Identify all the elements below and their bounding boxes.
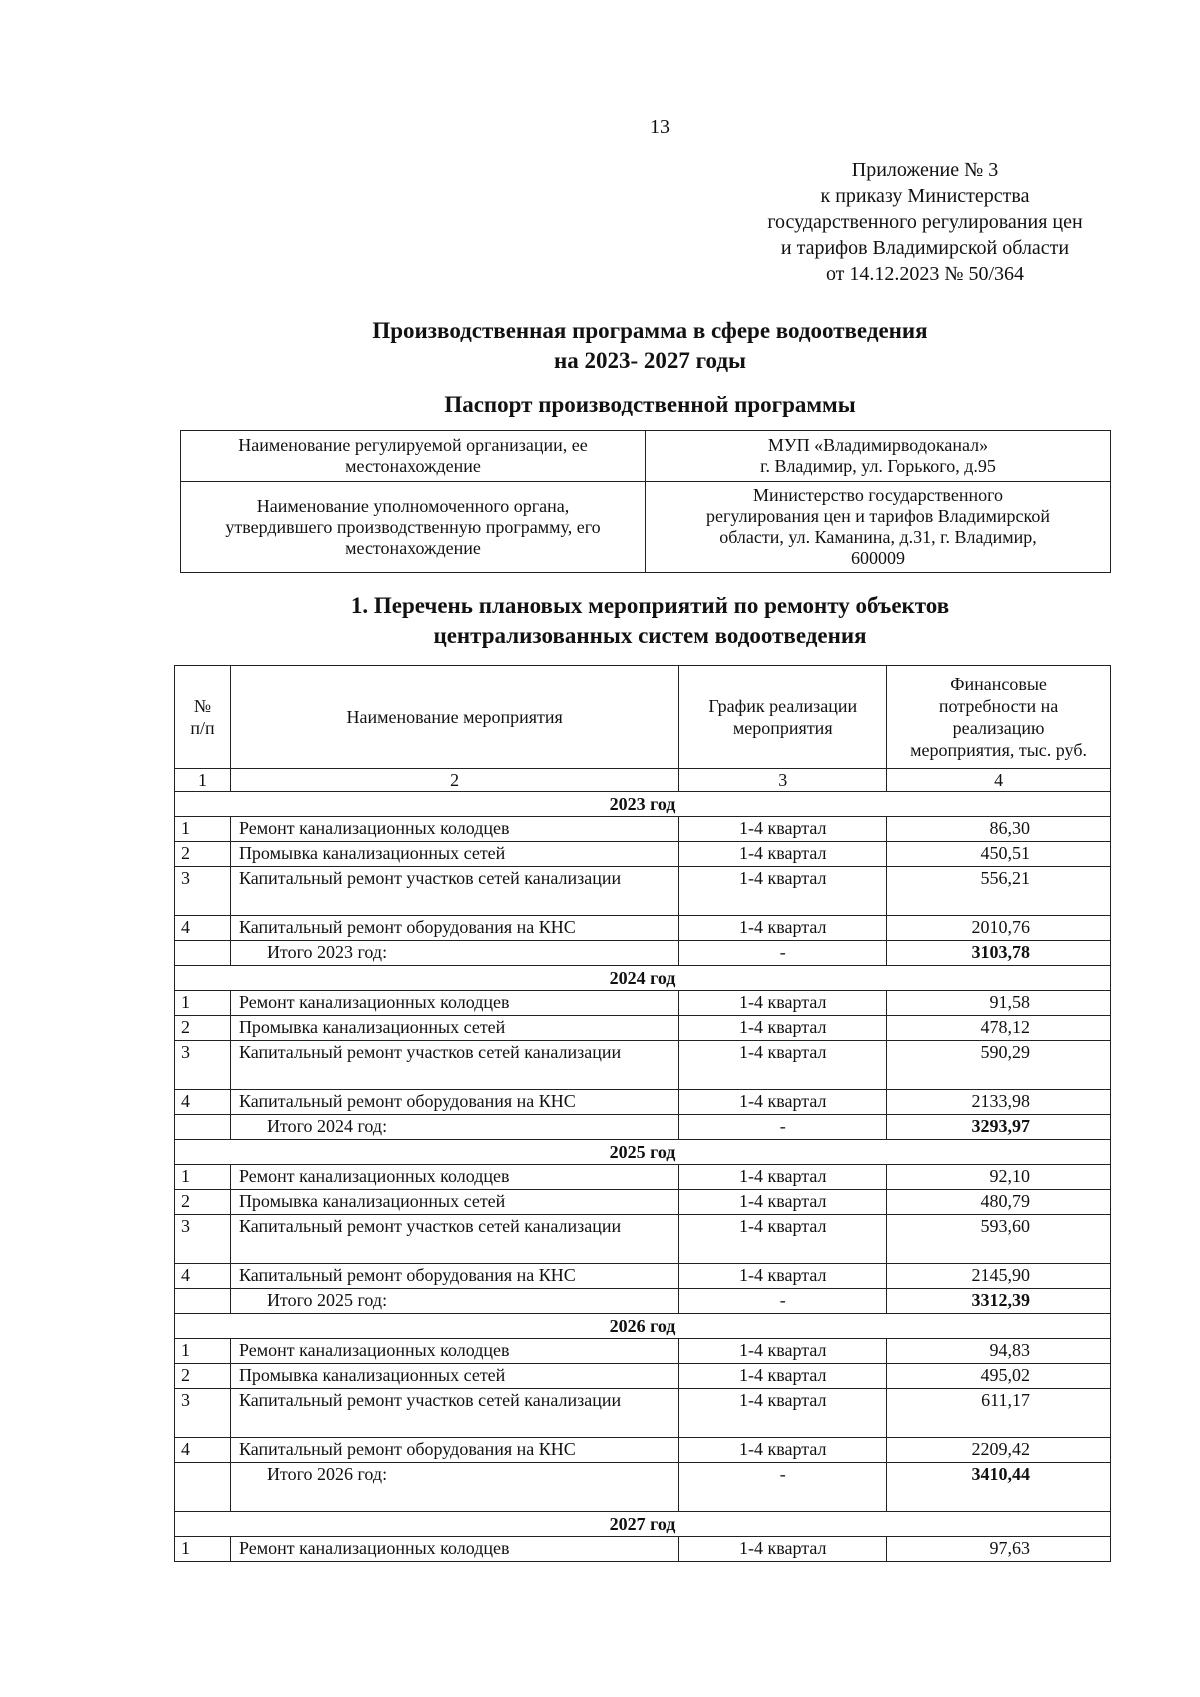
row-number: 3	[175, 1389, 231, 1438]
measure-schedule: 1-4 квартал	[679, 1339, 887, 1364]
table-row	[175, 1264, 1111, 1289]
passport-label-line: Наименование уполномоченного органа,	[256, 495, 570, 516]
passport-title: Паспорт производственной программы	[444, 392, 856, 417]
measure-name: Капитальный ремонт участков сетей канализации	[230, 1215, 678, 1264]
header-schedule	[679, 666, 887, 769]
passport-label-line: Наименование регулируемой организации, ее	[238, 435, 588, 455]
total-amount: 3410,44	[887, 1463, 1111, 1512]
passport-label	[181, 431, 646, 482]
program-title-line: Производственная программа в сфере водоотведения	[372, 318, 928, 343]
total-dash: -	[679, 1115, 887, 1140]
measure-name: Капитальный ремонт оборудования на КНС	[230, 1264, 678, 1289]
passport-value	[646, 431, 1111, 482]
measure-schedule: 1-4 квартал	[679, 842, 887, 867]
section-title-line: 1. Перечень плановых мероприятий по ремонту объектов	[350, 593, 950, 618]
table-row	[175, 1165, 1111, 1190]
measure-name: Ремонт канализационных колодцев	[230, 1165, 678, 1190]
passport-label-line: местонахождение	[345, 456, 481, 476]
measure-amount: 495,02	[887, 1364, 1111, 1389]
table-row	[175, 1041, 1111, 1090]
total-row	[175, 1463, 1111, 1512]
row-number: 1	[175, 817, 231, 842]
column-number: 1	[175, 769, 231, 792]
program-title-line: на 2023- 2027 годы	[554, 348, 746, 373]
year-row	[175, 1314, 1111, 1339]
measure-name: Ремонт канализационных колодцев	[230, 1339, 678, 1364]
total-empty-cell	[175, 1289, 231, 1314]
measure-amount: 590,29	[887, 1041, 1111, 1090]
row-number: 4	[175, 1090, 231, 1115]
header-line: №	[193, 696, 212, 716]
table-row	[175, 842, 1111, 867]
year-row	[175, 792, 1111, 817]
column-number: 2	[230, 769, 678, 792]
measure-amount: 2209,42	[887, 1438, 1111, 1463]
year-row	[175, 966, 1111, 991]
column-number: 4	[887, 769, 1111, 792]
row-number: 4	[175, 1264, 231, 1289]
measure-schedule: 1-4 квартал	[679, 1389, 887, 1438]
table-row	[175, 1537, 1111, 1562]
measure-amount: 478,12	[887, 1016, 1111, 1041]
passport-value-line: регулирования цен и тарифов Владимирской	[706, 506, 1050, 526]
total-empty-cell	[175, 941, 231, 966]
measure-name: Ремонт канализационных колодцев	[230, 991, 678, 1016]
row-number: 1	[175, 1165, 231, 1190]
table-row	[175, 1190, 1111, 1215]
passport-row	[181, 431, 1111, 482]
year-row	[175, 1140, 1111, 1165]
measure-schedule: 1-4 квартал	[679, 1537, 887, 1562]
header-line: п/п	[190, 718, 215, 738]
passport-value-line: МУП «Владимирводоканал»	[767, 435, 989, 455]
total-label: Итого 2024 год:	[230, 1115, 678, 1140]
passport-value	[646, 482, 1111, 573]
passport-label-line: местонахождение	[345, 537, 481, 558]
measure-name: Капитальный ремонт оборудования на КНС	[230, 916, 678, 941]
total-empty-cell	[175, 1115, 231, 1140]
appendix-line: к приказу Министерства	[820, 185, 1030, 207]
passport-value-line: 600009	[851, 548, 905, 568]
passport-value-line: Министерство государственного	[752, 485, 1004, 505]
measure-amount: 86,30	[887, 817, 1111, 842]
appendix-line: от 14.12.2023 № 50/364	[825, 263, 1025, 285]
measure-schedule: 1-4 квартал	[679, 1016, 887, 1041]
row-number: 1	[175, 991, 231, 1016]
total-dash: -	[679, 941, 887, 966]
measure-name: Ремонт канализационных колодцев	[230, 1537, 678, 1562]
page-number: 13	[650, 116, 670, 138]
measure-amount: 593,60	[887, 1215, 1111, 1264]
year-heading: 2025 год	[175, 1140, 1111, 1165]
passport-label	[181, 482, 646, 573]
total-dash: -	[679, 1463, 887, 1512]
measures-table	[174, 665, 1111, 1562]
measure-name: Промывка канализационных сетей	[230, 842, 678, 867]
measure-schedule: 1-4 квартал	[679, 1215, 887, 1264]
row-number: 3	[175, 1041, 231, 1090]
measure-amount: 450,51	[887, 842, 1111, 867]
table-row	[175, 991, 1111, 1016]
measure-amount: 556,21	[887, 867, 1111, 916]
measure-name: Ремонт канализационных колодцев	[230, 817, 678, 842]
measure-amount: 97,63	[887, 1537, 1111, 1562]
total-label: Итого 2023 год:	[230, 941, 678, 966]
header-line: реализацию	[952, 718, 1045, 738]
passport-value-line: г. Владимир, ул. Горького, д.95	[760, 456, 996, 476]
measure-schedule: 1-4 квартал	[679, 1264, 887, 1289]
measure-name: Капитальный ремонт участков сетей канализации	[230, 1041, 678, 1090]
year-heading: 2026 год	[175, 1314, 1111, 1339]
header-line: мероприятия, тыс. руб.	[910, 740, 1087, 760]
measure-amount: 92,10	[887, 1165, 1111, 1190]
table-row	[175, 916, 1111, 941]
measure-name: Капитальный ремонт оборудования на КНС	[230, 1090, 678, 1115]
total-label: Итого 2026 год:	[230, 1463, 678, 1512]
measure-schedule: 1-4 квартал	[679, 867, 887, 916]
measure-schedule: 1-4 квартал	[679, 916, 887, 941]
measure-amount: 480,79	[887, 1190, 1111, 1215]
measure-schedule: 1-4 квартал	[679, 1165, 887, 1190]
table-row	[175, 1090, 1111, 1115]
passport-row	[181, 482, 1111, 573]
header-line: потребности на	[938, 696, 1059, 716]
appendix-line: государственного регулирования цен	[767, 211, 1083, 233]
measure-schedule: 1-4 квартал	[679, 991, 887, 1016]
measure-schedule: 1-4 квартал	[679, 1364, 887, 1389]
table-row	[175, 1364, 1111, 1389]
passport-value-line: области, ул. Каманина, д.31, г. Владимир,	[719, 527, 1037, 547]
table-row	[175, 867, 1111, 916]
program-title	[200, 316, 1100, 376]
table-row	[175, 1016, 1111, 1041]
measure-name: Промывка канализационных сетей	[230, 1016, 678, 1041]
appendix-note	[700, 157, 1150, 287]
year-heading: 2027 год	[175, 1512, 1111, 1537]
row-number: 1	[175, 1537, 231, 1562]
column-number-row	[175, 769, 1111, 792]
column-number: 3	[679, 769, 887, 792]
row-number: 2	[175, 1190, 231, 1215]
table-row	[175, 1215, 1111, 1264]
total-amount: 3293,97	[887, 1115, 1111, 1140]
measure-name: Капитальный ремонт участков сетей канализации	[230, 867, 678, 916]
total-dash: -	[679, 1289, 887, 1314]
measure-amount: 2010,76	[887, 916, 1111, 941]
row-number: 1	[175, 1339, 231, 1364]
measure-schedule: 1-4 квартал	[679, 1090, 887, 1115]
total-row	[175, 1115, 1111, 1140]
header-name: Наименование мероприятия	[230, 666, 678, 769]
row-number: 2	[175, 842, 231, 867]
row-number: 2	[175, 1016, 231, 1041]
measure-schedule: 1-4 квартал	[679, 1438, 887, 1463]
year-heading: 2023 год	[175, 792, 1111, 817]
year-heading: 2024 год	[175, 966, 1111, 991]
measure-name: Капитальный ремонт оборудования на КНС	[230, 1438, 678, 1463]
measure-schedule: 1-4 квартал	[679, 817, 887, 842]
row-number: 4	[175, 916, 231, 941]
measure-amount: 2145,90	[887, 1264, 1111, 1289]
total-label: Итого 2025 год:	[230, 1289, 678, 1314]
measure-name: Промывка канализационных сетей	[230, 1364, 678, 1389]
appendix-line: Приложение № 3	[851, 159, 999, 181]
measure-amount: 2133,98	[887, 1090, 1111, 1115]
header-line: мероприятия	[732, 718, 833, 738]
row-number: 4	[175, 1438, 231, 1463]
header-row	[175, 666, 1111, 769]
passport-label-line: утвердившего производственную программу, его	[225, 516, 601, 537]
total-row	[175, 941, 1111, 966]
header-line: Финансовые	[950, 674, 1047, 694]
section-title	[200, 591, 1100, 651]
row-number: 3	[175, 867, 231, 916]
appendix-line: и тарифов Владимирской области	[780, 237, 1070, 259]
header-line: График реализации	[708, 696, 858, 716]
passport-table	[180, 430, 1111, 573]
measure-amount: 94,83	[887, 1339, 1111, 1364]
table-row	[175, 1389, 1111, 1438]
measure-schedule: 1-4 квартал	[679, 1041, 887, 1090]
row-number: 3	[175, 1215, 231, 1264]
total-empty-cell	[175, 1463, 231, 1512]
table-row	[175, 1438, 1111, 1463]
year-row	[175, 1512, 1111, 1537]
total-amount: 3103,78	[887, 941, 1111, 966]
measure-name: Промывка канализационных сетей	[230, 1190, 678, 1215]
measure-amount: 91,58	[887, 991, 1111, 1016]
total-row	[175, 1289, 1111, 1314]
measure-schedule: 1-4 квартал	[679, 1190, 887, 1215]
section-title-line: централизованных систем водоотведения	[433, 623, 867, 648]
table-row	[175, 1339, 1111, 1364]
total-amount: 3312,39	[887, 1289, 1111, 1314]
header-finance	[887, 666, 1111, 769]
header-num	[175, 666, 231, 769]
measure-amount: 611,17	[887, 1389, 1111, 1438]
row-number: 2	[175, 1364, 231, 1389]
table-row	[175, 817, 1111, 842]
measure-name: Капитальный ремонт участков сетей канализации	[230, 1389, 678, 1438]
